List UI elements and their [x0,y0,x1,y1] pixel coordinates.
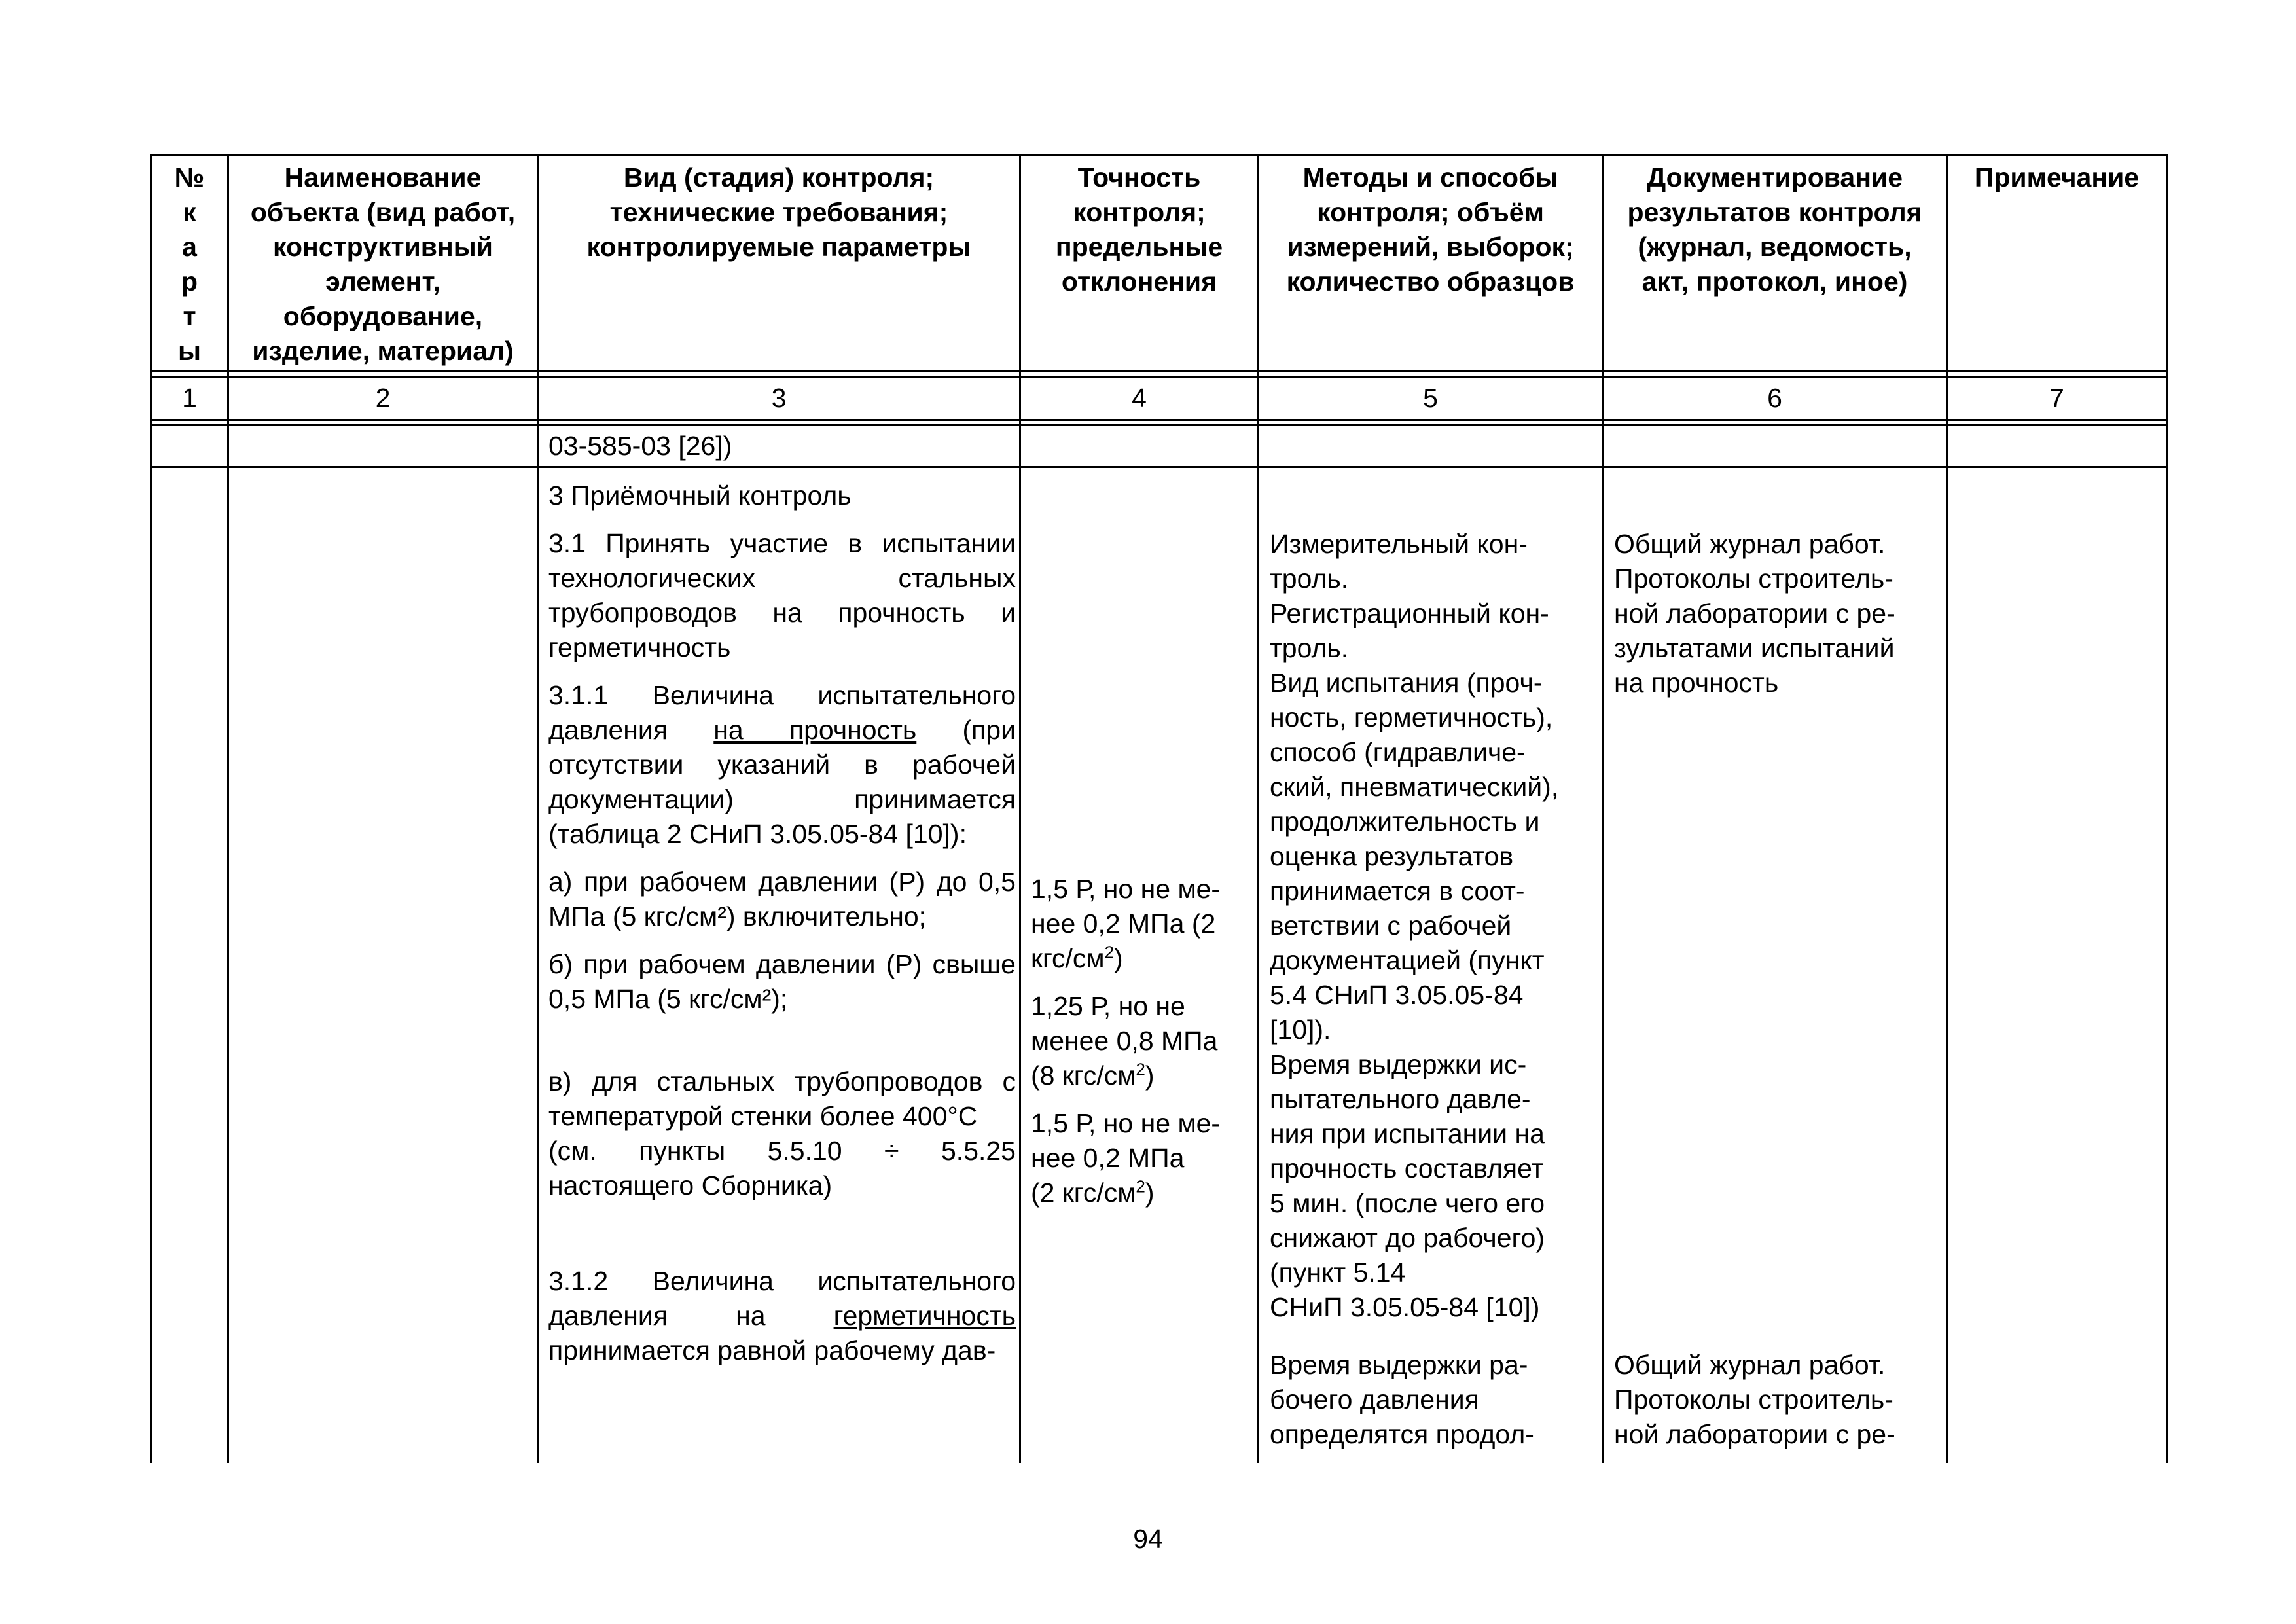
methods-line: ность, герметичность), [1270,702,1553,732]
methods-line: принимается в соот- [1270,876,1525,906]
accuracy-b-line3: (8 кгс/$см^2$) [1031,1059,1155,1091]
col-line-5 [1602,154,1604,1463]
methods-line: (пункт 5.14 [1270,1257,1406,1288]
numbers-bottom-double-1 [150,419,2168,421]
item-c-reference-end: настоящего Сборника) [548,1170,833,1200]
documentation-line: ной лаборатории с ре- [1614,1419,1895,1449]
accuracy-a-line3: кгс/$см^2$) [1031,942,1123,973]
paragraph-3-1: 3.1 Принять участие в испытании технологических стальных трубопроводов на прочность и герметичность [548,528,1016,662]
column-number-5: 5 [1423,383,1438,413]
documentation-line: зультатами испытаний [1614,633,1895,663]
header-bottom-double-1 [150,370,2168,372]
header-accuracy: Точность контроля; предельные отклонения [1055,162,1223,297]
methods-line: ский, пневматический), [1270,772,1559,802]
accuracy-b-line2: менее 0,8 МПа [1031,1026,1218,1056]
documentation-line: Общий журнал работ. [1614,529,1886,559]
control-type-body [548,478,1016,1381]
carry-row-bottom [150,466,2168,468]
methods-line: способ (гидравличе- [1270,737,1526,767]
col-line-6 [1946,154,1948,1463]
methods-line: Вид испытания (проч- [1270,668,1543,698]
column-number-4: 4 [1132,383,1147,413]
documentation-line: ной лаборатории с ре- [1614,598,1895,628]
methods-line: Время выдержки ис- [1270,1049,1527,1079]
documentation-line: Общий журнал работ. [1614,1350,1886,1380]
col-line-2 [537,154,539,1463]
methods-line: прочность составляет [1270,1153,1544,1183]
methods-line: Измерительный кон- [1270,529,1528,559]
page-number: 94 [1133,1524,1163,1554]
accuracy-a-line2: нее 0,2 МПа (2 [1031,909,1216,939]
column-number-7: 7 [2049,383,2064,413]
numbers-bottom-double-2 [150,424,2168,426]
column-number-1: 1 [182,383,197,413]
methods-line: 5 мин. (после чего его [1270,1188,1545,1218]
paragraph-3-1-2: 3.1.2 Величина испытательного давления на герметичность принимается равной рабочему дав- [548,1266,1016,1365]
accuracy-item-c [1031,1106,1253,1210]
header-object-name: Наименование объекта (вид работ, конструктивный элемент, оборудование, изделие, материал) [250,162,516,366]
methods-line: СНиП 3.05.05-84 [10]) [1270,1292,1540,1322]
accuracy-item-b [1031,989,1253,1093]
col-line-7 [2166,154,2168,1463]
header-methods: Методы и способы контроля; объём измерений, выборок; количество образцов [1286,162,1575,297]
table-top-border [150,154,2168,156]
methods-line: оценка результатов [1270,841,1514,871]
col-line-3 [1019,154,1021,1463]
methods-line: Время выдержки ра- [1270,1350,1528,1380]
header-card-number: № к а р т ы [174,162,205,366]
accuracy-b-line1: 1,25 Р, но не [1031,991,1185,1021]
item-b: б) при рабочем давлении (Р) свыше 0,5 МПа (5 кгс/см²); [548,949,1016,1014]
header-documentation: Документирование результатов контроля (журнал, ведомость, акт, протокол, иное) [1627,162,1922,297]
documentation-block-2 [1614,1348,1945,1452]
methods-line: пытательного давле- [1270,1084,1531,1114]
methods-line: [10]). [1270,1015,1331,1045]
underline-strength: на прочность [713,715,917,745]
underline-tightness: герметичность [833,1301,1016,1331]
column-number-6: 6 [1767,383,1782,413]
methods-line: Регистрационный кон- [1270,598,1549,628]
documentation-block-1 [1614,527,1945,700]
methods-line: 5.4 СНиП 3.05.05-84 [1270,980,1524,1010]
methods-block-1 [1270,527,1600,1325]
accuracy-item-a [1031,872,1253,976]
col-line-4 [1257,154,1259,1463]
methods-line: бочего давления [1270,1384,1479,1415]
item-c-reference: (см. пункты 5.5.10 ÷ 5.5.25 [548,1136,1016,1166]
documentation-line: на прочность [1614,668,1779,698]
methods-line: троль. [1270,633,1349,663]
methods-block-2 [1270,1348,1600,1452]
methods-line: документацией (пункт [1270,945,1545,975]
methods-line: продолжительность и [1270,806,1540,837]
documentation-line: Протоколы строитель- [1614,564,1893,594]
accuracy-c-line3: (2 кгс/$см^2$) [1031,1176,1155,1208]
paragraph-3-1-1: 3.1.1 Величина испытательного давления на прочность (при отсутствии указаний в рабочей документации) принимается (таблица 2 СНиП 3.05.05-84 [10]): [548,680,1016,849]
methods-line: снижают до рабочего) [1270,1223,1545,1253]
accuracy-a-line1: 1,5 Р, но не ме- [1031,874,1221,904]
accuracy-c-line2: нее 0,2 МПа [1031,1143,1185,1173]
accuracy-c-line1: 1,5 Р, но не ме- [1031,1108,1221,1138]
column-number-2: 2 [375,383,391,413]
header-note: Примечание [1974,162,2140,192]
carry-over-text: 03-585-03 [26]) [548,431,732,461]
methods-line: ния при испытании на [1270,1119,1545,1149]
documentation-line: Протоколы строитель- [1614,1384,1893,1415]
column-number-3: 3 [771,383,787,413]
header-bottom-double-2 [150,376,2168,378]
header-control-type: Вид (стадия) контроля; технические требования; контролируемые параметры [586,162,971,262]
section-title: 3 Приёмочный контроль [548,480,852,511]
item-c: в) для стальных трубопроводов с температурой стенки более 400°С [548,1066,1016,1131]
item-a: а) при рабочем давлении (Р) до 0,5 МПа (5 кгс/см²) включительно; [548,867,1016,931]
methods-line: определятся продол- [1270,1419,1534,1449]
methods-line: троль. [1270,564,1349,594]
methods-line: ветствии с рабочей [1270,911,1512,941]
